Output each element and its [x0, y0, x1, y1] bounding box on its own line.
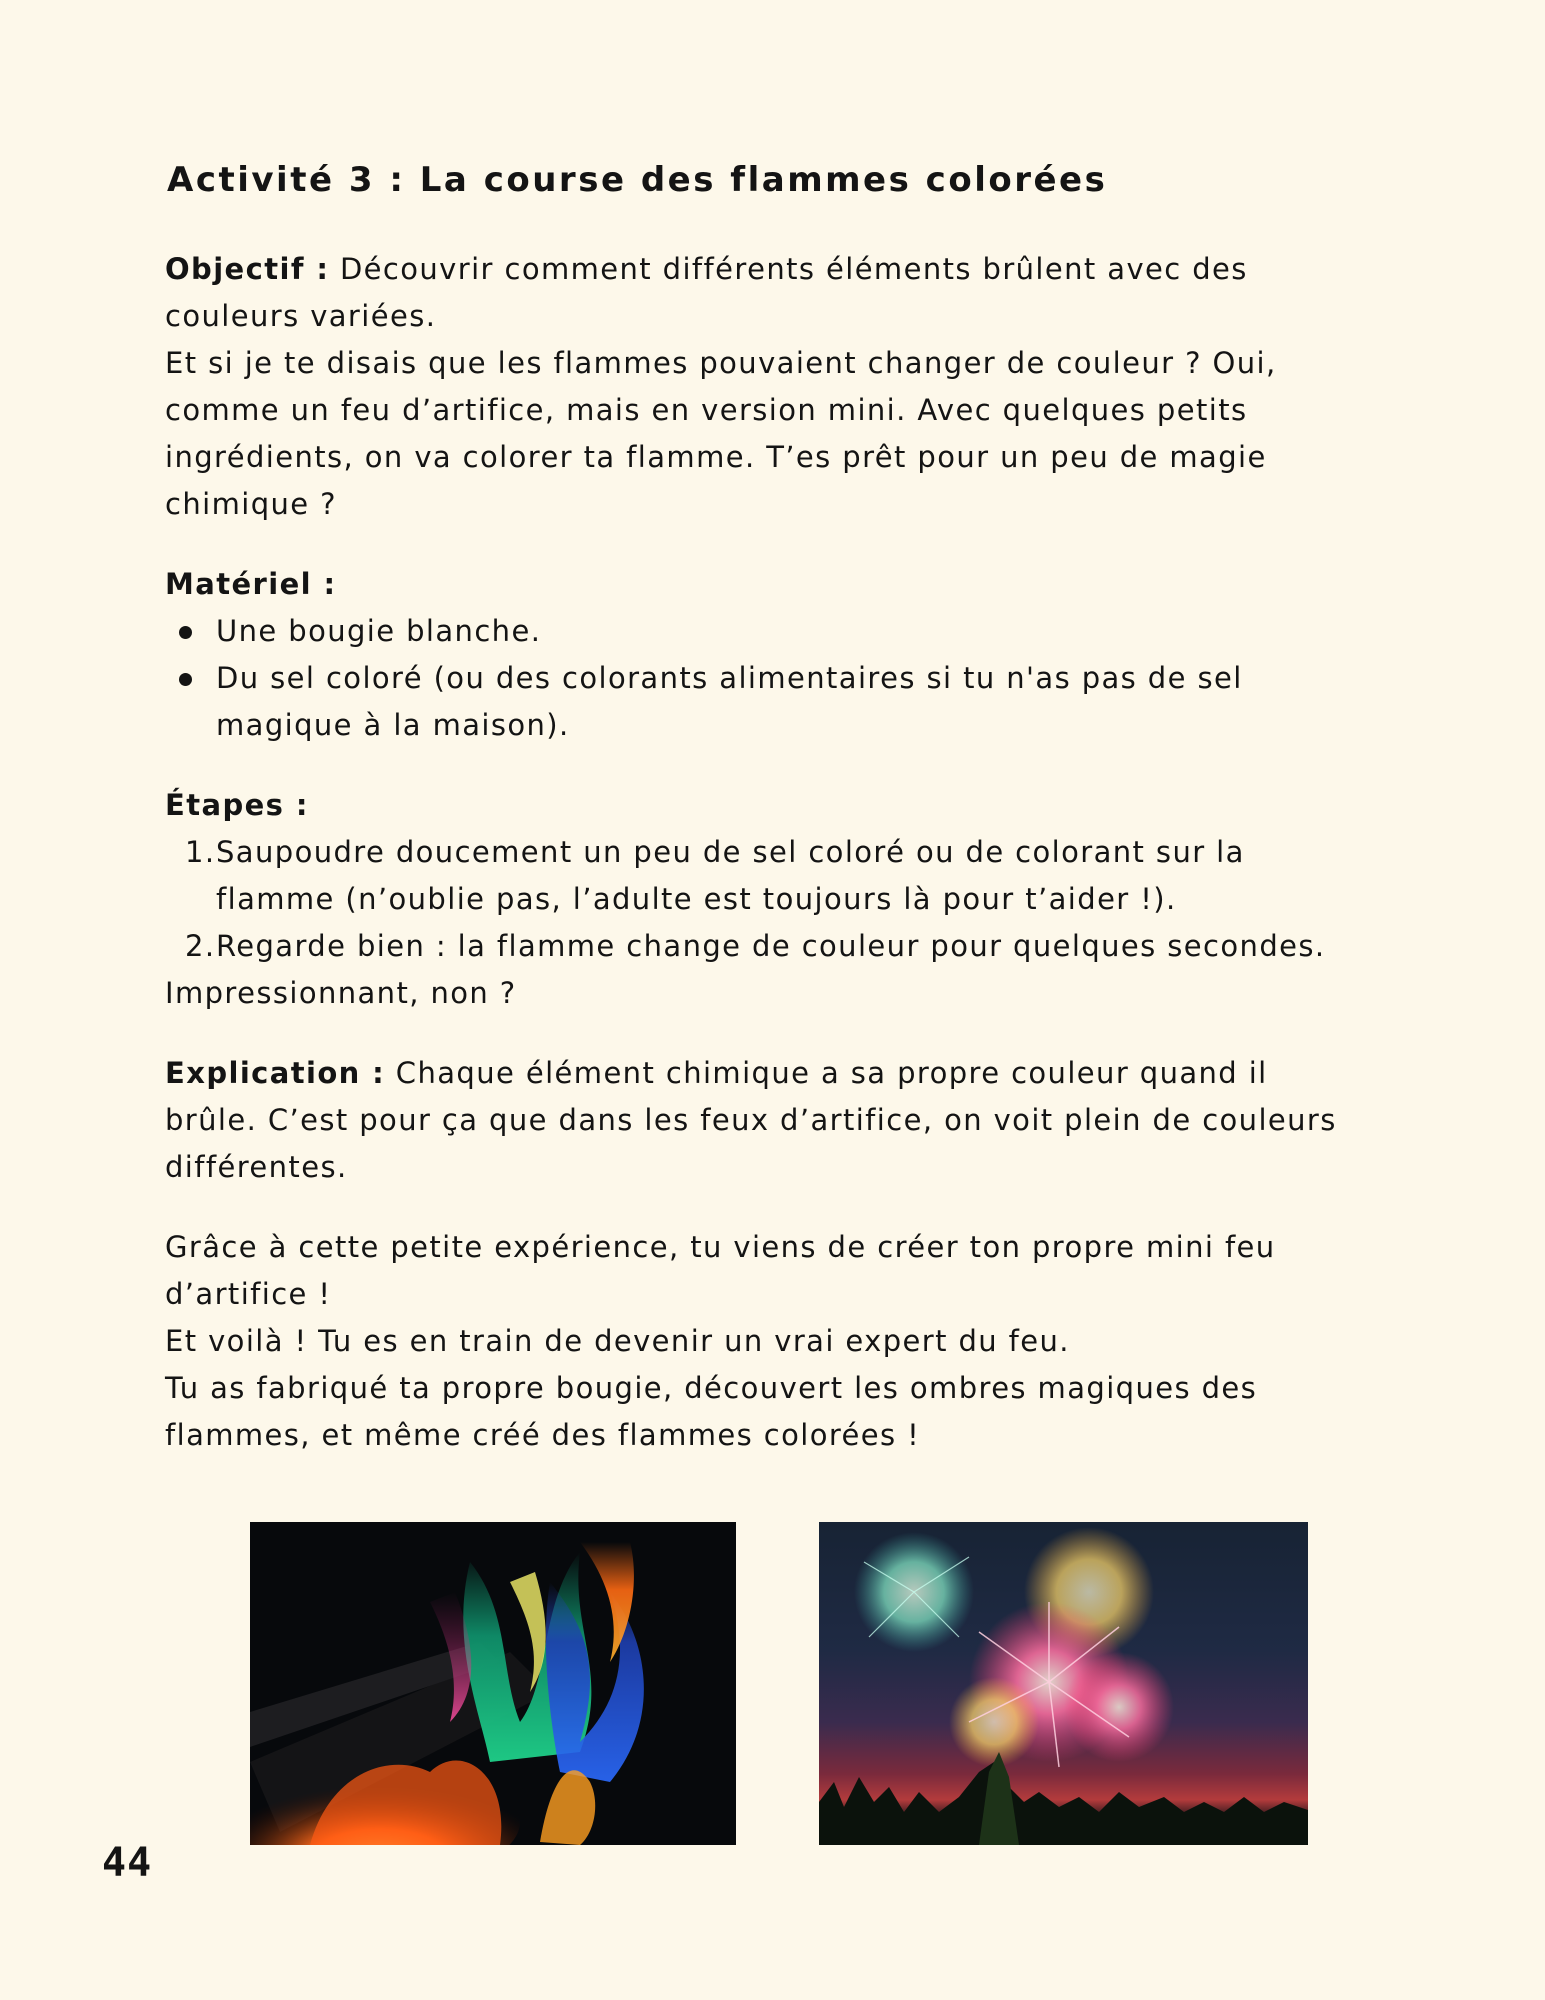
materials-label: Matériel :	[165, 567, 337, 601]
fireworks-photo-icon	[819, 1522, 1308, 1845]
page-content	[165, 150, 1365, 1492]
page-number: 44	[102, 1840, 153, 1886]
list-item	[165, 829, 1365, 923]
explanation-paragraph	[165, 1050, 1365, 1191]
steps-section	[165, 782, 1365, 1017]
photo-row	[250, 1522, 1308, 1845]
list-item	[165, 923, 1365, 970]
conclusion-line: Grâce à cette petite expérience, tu viens de créer ton propre mini feu d’artifice !	[165, 1230, 1276, 1311]
step-number: 2.	[185, 929, 216, 963]
materials-list	[165, 608, 1365, 749]
conclusion-line: Tu as fabriqué ta propre bougie, découvert les ombres magiques des flammes, et même créé des flammes colorées !	[165, 1371, 1258, 1452]
materials-item-text: Du sel coloré (ou des colorants alimentaires si tu n'as pas de sel magique à la maison).	[216, 661, 1243, 742]
steps-label: Étapes :	[165, 788, 309, 822]
objective-paragraph	[165, 246, 1365, 340]
colored-flames-photo-icon	[250, 1522, 736, 1845]
explanation-text: Chaque élément chimique a sa propre couleur quand il brûle. C’est pour ça que dans les feux d’artifice, on voit plein de couleurs différentes.	[165, 1056, 1337, 1184]
objective-text: Découvrir comment différents éléments brûlent avec des couleurs variées.	[165, 252, 1248, 333]
materials-item-text: Une bougie blanche.	[216, 614, 542, 648]
step-text: Saupoudre doucement un peu de sel coloré ou de colorant sur la flamme (n’oublie pas, l’adulte est toujours là pour t’aider !).	[216, 835, 1245, 916]
conclusion-line: Et voilà ! Tu es en train de devenir un vrai expert du feu.	[165, 1324, 1070, 1358]
steps-list	[165, 829, 1365, 970]
objective-section	[165, 246, 1365, 528]
activity-title: Activité 3 : La course des flammes colorées	[167, 160, 1108, 200]
conclusion-section	[165, 1224, 1365, 1459]
steps-outro: Impressionnant, non ?	[165, 976, 517, 1010]
materials-section	[165, 561, 1365, 749]
explanation-section	[165, 1050, 1365, 1191]
step-number: 1.	[185, 835, 216, 869]
list-item	[165, 608, 1365, 655]
step-text: Regarde bien : la flamme change de couleur pour quelques secondes.	[216, 929, 1326, 963]
objective-intro: Et si je te disais que les flammes pouvaient changer de couleur ? Oui, comme un feu d’artifice, mais en version mini. Avec quelques petits ingrédients, on va colorer ta flamme. T’es prêt pour un peu de magie chimique ?	[165, 346, 1277, 521]
bullet-icon	[179, 626, 192, 639]
list-item	[165, 655, 1365, 749]
explanation-label: Explication :	[165, 1056, 386, 1090]
objective-label: Objectif :	[165, 252, 330, 286]
bullet-icon	[179, 673, 192, 686]
